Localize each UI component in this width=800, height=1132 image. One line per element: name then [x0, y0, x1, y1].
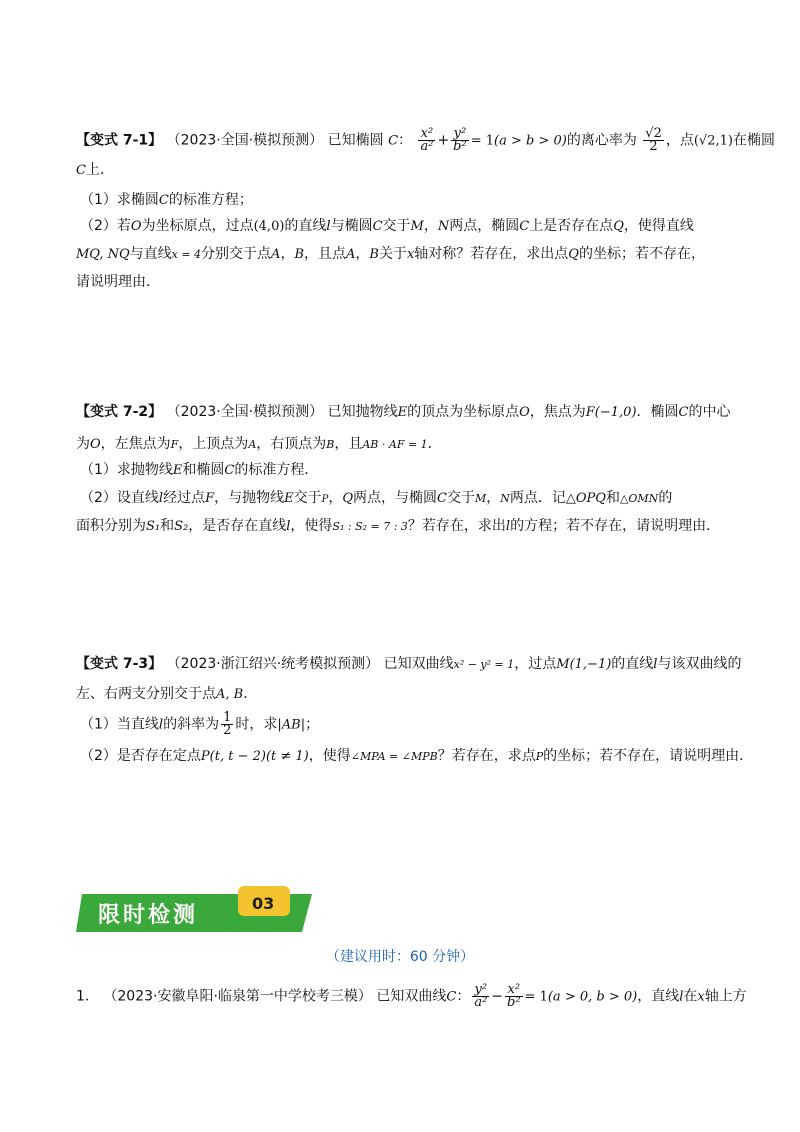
p73-ab: A, B [216, 687, 244, 702]
p72-ratio: S₁ : S₂ = 7 : 3 [332, 520, 408, 533]
p71-q2-c: C [372, 219, 383, 234]
p71-q2i: 与直线 [129, 246, 172, 262]
p71-q2k: ，且点 [304, 246, 346, 262]
p72-t6: 为 [76, 436, 90, 452]
q1-t3: 在 [683, 988, 698, 1005]
p73-q1c: 时，求 [235, 716, 278, 733]
p71-q2: Q [568, 247, 579, 262]
p71-q2b: 为坐标原点，过点 [141, 218, 254, 234]
p72-opq: △OPQ [565, 491, 606, 506]
q1-aden: a² [474, 995, 488, 1010]
p73-t3: 的直线 [611, 656, 654, 672]
p71-comma2: ， [280, 246, 295, 262]
q1-source: （2023·安徽阜阳·临泉第一中学校考三模） [103, 988, 372, 1005]
p71-c: C [388, 133, 399, 149]
p71-point-text: ，点 [665, 132, 694, 149]
p71-q2c: 的直线 [284, 218, 327, 234]
p72-f: F(−1,0) [585, 405, 637, 420]
p73-t6: ． [243, 686, 258, 702]
p71-q2l: 关于 [378, 246, 407, 262]
p71-q1-tail: 的标准方程； [168, 192, 253, 208]
p73-t4: 与该双曲线的 [657, 656, 742, 672]
p72-c: C [678, 405, 689, 420]
p71-comma3: ， [355, 246, 370, 262]
p73-pt: P(t, t − 2)(t ≠ 1) [200, 749, 309, 764]
q1-t4: 轴上方 [704, 988, 747, 1005]
p71-q2e: 交于 [382, 218, 411, 234]
q1-cond: (a > 0, b > 0) [547, 989, 638, 1005]
p72-t11: ． [427, 436, 442, 452]
p71-frac-x [418, 128, 435, 153]
p73-label: 【变式 7-3】 [76, 656, 163, 672]
p73-source: （2023·浙江绍兴·统考模拟预测） [166, 656, 380, 672]
p71-label: 【变式 7-1】 [76, 132, 163, 149]
p73-q1a: （1）当直线 [80, 716, 159, 733]
p73-p: P [535, 750, 544, 763]
p71-q2-line2 [76, 244, 705, 265]
p71-yden: b² [453, 139, 467, 154]
p72-q2i: 两点．记 [509, 490, 566, 506]
p73-t5: 左、右两支分别交于点 [76, 686, 216, 702]
p72-q2g: 交于 [446, 490, 475, 506]
p71-q2a: （2）若 [80, 218, 131, 234]
p72-s2: S₂ [174, 519, 189, 534]
p71-l: l [326, 219, 331, 234]
p73-t1: 已知双曲线 [383, 656, 454, 672]
p72-t1: 已知抛物线 [327, 404, 398, 420]
p71-q2-line1 [80, 216, 694, 237]
p72-q2d: 交于 [293, 490, 322, 506]
p73-t2: ，过点 [514, 656, 557, 672]
p72-l: l [158, 491, 164, 506]
p73-line1 [76, 654, 741, 675]
p72-m: M [474, 492, 487, 505]
p72-line2 [76, 434, 442, 455]
p71-colon: ： [398, 132, 413, 149]
p71-cond: (a > b > 0) [494, 133, 567, 149]
p72-q1-c: C [224, 463, 235, 478]
p73-q1d: ； [305, 716, 320, 733]
p71-line2-text: 上． [85, 162, 114, 178]
p72-o2: O [90, 437, 101, 452]
p71-q1-c: C [158, 193, 169, 208]
p71-q2-c2: C [519, 219, 530, 234]
p72-omn: △OMN [619, 492, 659, 505]
q1-ynum: y² [472, 984, 489, 997]
p73-q2 [80, 746, 753, 767]
p72-q2-e: E [284, 491, 294, 506]
q1-t1: 已知双曲线 [376, 988, 447, 1005]
p73-line2 [76, 684, 257, 705]
p71-x4: x = 4 [171, 248, 202, 261]
p71-n: N [437, 219, 450, 234]
banner-title: 限时检测 [98, 903, 199, 928]
p71-xden: a² [420, 139, 434, 154]
p73-half-den: 2 [223, 723, 232, 738]
p72-line1 [76, 402, 730, 423]
p71-ecc-text: 的离心率为 [566, 132, 637, 149]
p71-q1-text: （1）求椭圆 [80, 192, 159, 208]
p72-p: P [321, 494, 329, 505]
p72-q2f: 两点，与椭圆 [353, 490, 438, 506]
p72-q3f: 的方程；若不存在，请说明理由． [510, 518, 721, 534]
p72-q1: （1）求抛物线 [80, 462, 173, 478]
p72-q3c: ，是否存在直线 [188, 518, 287, 534]
q1-c: C [446, 989, 457, 1005]
q1-t2: ，直线 [637, 988, 680, 1005]
p71-o: O [130, 219, 142, 234]
p71-x: x [406, 247, 415, 262]
p72-q1c: 的标准方程． [234, 462, 319, 478]
p71-q2d: 与椭圆 [330, 218, 373, 234]
p71-mqnq: MQ, NQ [76, 247, 130, 262]
p72-q2e: ， [328, 490, 343, 506]
p73-angles: ∠MPA = ∠MPB [350, 750, 438, 763]
p71-ynum: y² [451, 128, 469, 141]
q1-line: 1． （2023·安徽阜阳·临泉第一中学校考三模） 已知双曲线C： $\frac{\text{y²}}{\text{a²}}$ − $\frac{\text{x²}}{\text{b²}}$ = 1(a > 0, b > 0)，直线l在x轴上方 [76, 982, 747, 1010]
p72-n: N [500, 492, 510, 505]
p73-q2a: （2）是否存在定点 [80, 748, 201, 764]
p71-q2j: 分别交于点 [201, 246, 272, 262]
p72-q3a: 面积分别为 [76, 518, 146, 534]
p71-q2g: 上是否存在点 [529, 218, 614, 234]
p72-q2-f: F [205, 491, 215, 506]
p72-t8: ，上顶点为 [178, 436, 249, 452]
p71-q: Q [613, 219, 624, 234]
p73-mpt: M(1,−1) [556, 657, 612, 672]
p71-intro: 已知椭圆 [327, 132, 384, 149]
p73-absab: |AB| [277, 717, 306, 733]
p71-xnum: x² [418, 128, 435, 141]
p72-q3b: 和 [160, 518, 175, 534]
p71-b: B [294, 247, 304, 262]
p72-t10: ，且 [334, 436, 363, 452]
q1-num: 1． [76, 988, 99, 1005]
p72-q2-c: C [437, 491, 447, 506]
p71-q2f: 两点，椭圆 [449, 218, 520, 234]
p72-t7: ，左焦点为 [100, 436, 171, 452]
p71-point: (√2,1) [693, 133, 733, 149]
p71-q1 [80, 190, 253, 211]
p71-a: A [271, 247, 281, 262]
p72-l3: l [505, 519, 511, 534]
p71-line2 [76, 160, 114, 181]
p72-q2b: 经过点 [163, 490, 206, 506]
p72-aa: A [248, 438, 257, 451]
p71-q2last: 请说明理由． [76, 274, 160, 290]
p71-m: M [410, 219, 424, 234]
p72-t5: 的中心 [688, 404, 731, 420]
p72-o: O [519, 405, 530, 420]
p72-label: 【变式 7-2】 [76, 404, 163, 420]
time-hint: （建议用时：60 分钟） [325, 949, 475, 965]
p71-ecc-den: 2 [649, 139, 658, 154]
p72-q1-e: E [172, 463, 183, 478]
p72-q3e: ？若存在，求出 [407, 518, 506, 534]
p71-q2h: ，使得直线 [623, 218, 694, 234]
p72-q1b: 和椭圆 [182, 462, 225, 478]
p73-q1-l: l [158, 717, 164, 733]
q1-rest: = 1 [524, 989, 548, 1005]
p73-half-num: 1 [223, 710, 232, 725]
q1-x: x [697, 989, 705, 1005]
p72-q2-line2 [76, 516, 720, 537]
p72-bb: B [326, 438, 335, 451]
p71-b2: B [369, 247, 379, 262]
p72-q: Q [342, 491, 354, 506]
q1-frac-x [505, 984, 523, 1009]
p71-line1: 【变式 7-1】 （2023·全国·模拟预测） 已知椭圆 C： $\frac{\text{x²}}{\text{a²}}$ + $\frac{\text{y²}}{\text{b²}}$ = 1(a > b > 0)的离心率为 $\frac{√2}{2}$ ，点(√2,1)在椭圆 [76, 126, 775, 154]
p71-q2-line3 [76, 272, 160, 292]
p71-a2: A [346, 247, 356, 262]
p73-half [221, 712, 233, 737]
q1-bden: b² [507, 995, 521, 1010]
p72-q2h: ， [486, 490, 501, 506]
p72-t3: ，焦点为 [529, 404, 586, 420]
p73-q2c: ？若存在，求点 [437, 748, 536, 764]
p72-q2k: 的 [658, 490, 673, 506]
p72-q3d: ，使得 [290, 518, 333, 534]
banner-number: 03 [252, 894, 275, 913]
p72-source: （2023·全国·模拟预测） [166, 404, 324, 420]
p72-s1: S₁ [146, 519, 161, 534]
p71-source: （2023·全国·模拟预测） [166, 132, 324, 149]
p72-q2j: 和 [605, 490, 620, 506]
p73-q2b: ，使得 [308, 748, 351, 764]
p72-dot: AB · AF = 1 [362, 438, 428, 451]
q1-frac-y [472, 984, 489, 1009]
p71-q2n: 的坐标；若不存在， [578, 246, 705, 262]
p72-fl: F [170, 438, 179, 451]
p72-q1 [80, 460, 318, 481]
p72-t2: 的顶点为坐标原点 [407, 404, 520, 420]
p71-q2m: 轴对称？若存在，求出点 [414, 246, 569, 262]
p71-frac-y [451, 128, 469, 153]
p73-l: l [653, 657, 658, 672]
p71-p40: (4,0) [253, 219, 285, 234]
p73-q1b: 的斜率为 [163, 716, 220, 733]
p72-l2: l [286, 519, 291, 534]
q1-colon: ： [456, 988, 471, 1005]
p71-c2: C [76, 163, 86, 178]
q1-xnum: x² [505, 984, 523, 997]
p71-ecc-frac [643, 128, 664, 153]
p71-eqrest: = 1 [470, 133, 495, 149]
section-banner [76, 882, 316, 938]
p73-q2d: 的坐标；若不存在，请说明理由． [543, 748, 754, 764]
p71-ecc-num: √2 [645, 126, 662, 141]
p72-t9: ，右顶点为 [256, 436, 327, 452]
p71-comma: ， [423, 218, 438, 234]
p72-q2a: （2）设直线 [80, 490, 159, 506]
p72-e: E [397, 405, 408, 420]
p72-q2c: ，与抛物线 [214, 490, 285, 506]
p71-on-text: 在椭圆 [732, 132, 775, 149]
p73-eq: x² − y² = 1 [453, 658, 515, 671]
q1-l: l [679, 989, 684, 1005]
p73-q1 [80, 712, 319, 737]
p72-q2-line1 [80, 488, 672, 510]
p72-t4: ．椭圆 [636, 404, 679, 420]
